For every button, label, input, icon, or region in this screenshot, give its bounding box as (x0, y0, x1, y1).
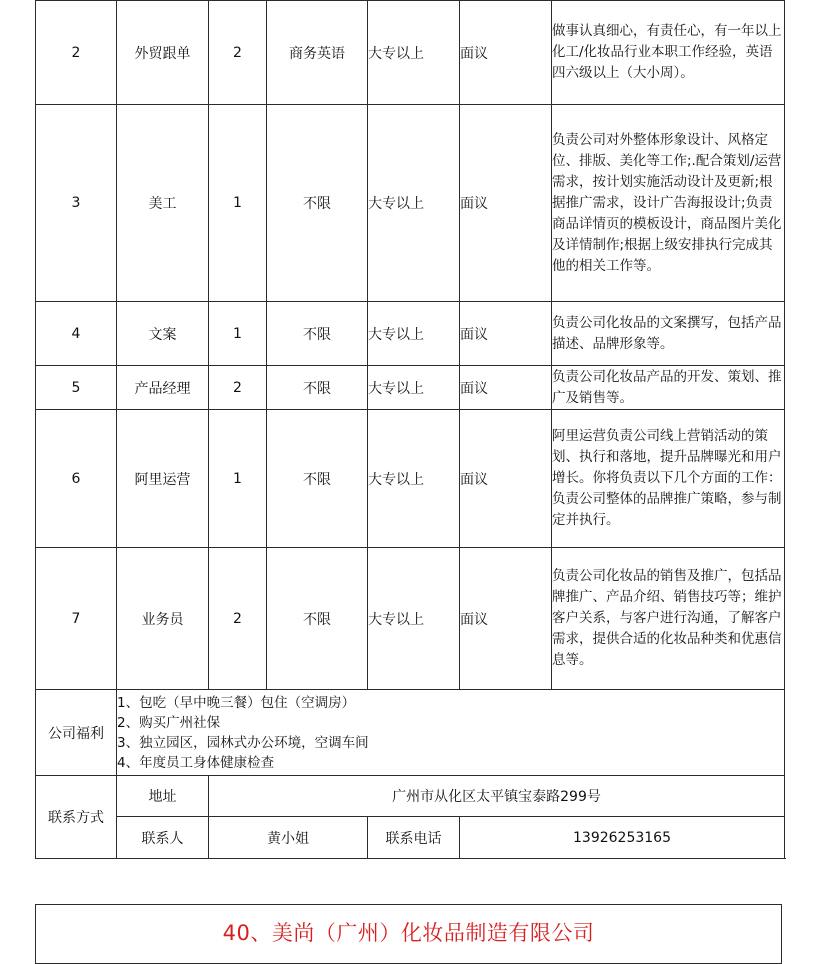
person-value: 黄小姐 (209, 817, 368, 859)
benefit-item: 2、购买广州社保 (117, 714, 221, 731)
job-number: 3 (36, 105, 117, 302)
contact-label: 联系方式 (36, 776, 117, 859)
job-requirements: 负责公司化妆品产品的开发、策划、推广及销售等。 (552, 366, 785, 410)
job-requirements: 负责公司化妆品的销售及推广，包括品牌推广、产品介绍、销售技巧等；维护客户关系，与客户进行沟通，了解客户需求，提供合适的化妆品种类和优惠信息等。 (552, 548, 785, 690)
company-title: 40、美尚（广州）化妆品制造有限公司 (222, 921, 595, 945)
address-value: 广州市从化区太平镇宝泰路299号 (209, 776, 785, 817)
job-count: 2 (209, 548, 267, 690)
job-education: 大专以上 (368, 302, 460, 366)
job-education: 大专以上 (368, 105, 460, 302)
job-count: 1 (209, 105, 267, 302)
phone-value: 13926253165 (460, 817, 785, 859)
benefits-label: 公司福利 (36, 690, 117, 776)
benefits-list (117, 690, 785, 776)
job-education: 大专以上 (368, 1, 460, 105)
job-major: 不限 (267, 105, 368, 302)
job-position: 外贸跟单 (117, 1, 209, 105)
phone-label: 联系电话 (368, 817, 460, 859)
job-salary: 面议 (460, 1, 552, 105)
job-number: 2 (36, 1, 117, 105)
address-label: 地址 (117, 776, 209, 817)
job-requirements: 阿里运营负责公司线上营销活动的策划、执行和落地，提升品牌曝光和用户增长。你将负责以下几个方面的工作：负责公司整体的品牌推广策略，参与制定并执行。 (552, 410, 785, 548)
job-position: 产品经理 (117, 366, 209, 410)
job-salary: 面议 (460, 548, 552, 690)
table-row (36, 1, 785, 105)
job-position: 业务员 (117, 548, 209, 690)
job-major: 不限 (267, 548, 368, 690)
job-major: 不限 (267, 302, 368, 366)
job-requirements: 负责公司化妆品的文案撰写，包括产品描述、品牌形象等。 (552, 302, 785, 366)
job-number: 5 (36, 366, 117, 410)
contact-person-row (36, 817, 785, 859)
benefit-item: 3、独立园区，园林式办公环境，空调车间 (117, 734, 369, 751)
job-position: 美工 (117, 105, 209, 302)
benefits-row (36, 690, 785, 776)
job-number: 4 (36, 302, 117, 366)
job-count: 2 (209, 366, 267, 410)
job-salary: 面议 (460, 410, 552, 548)
table-row (36, 548, 785, 690)
job-education: 大专以上 (368, 366, 460, 410)
job-position: 文案 (117, 302, 209, 366)
job-salary: 面议 (460, 302, 552, 366)
job-position: 阿里运营 (117, 410, 209, 548)
job-salary: 面议 (460, 105, 552, 302)
job-education: 大专以上 (368, 410, 460, 548)
job-number: 7 (36, 548, 117, 690)
job-count: 2 (209, 1, 267, 105)
table-row (36, 410, 785, 548)
job-count: 1 (209, 302, 267, 366)
benefit-item: 1、包吃（早中晚三餐）包住（空调房） (117, 694, 356, 711)
contact-address-row (36, 776, 785, 817)
next-company-header (35, 904, 782, 964)
benefit-item: 4、年度员工身体健康检查 (117, 754, 275, 771)
job-count: 1 (209, 410, 267, 548)
job-major: 商务英语 (267, 1, 368, 105)
job-major: 不限 (267, 410, 368, 548)
job-requirements: 做事认真细心，有责任心，有一年以上化工/化妆品行业本职工作经验，英语四六级以上（大小周）。 (552, 1, 785, 105)
job-education: 大专以上 (368, 548, 460, 690)
job-table (35, 0, 785, 859)
job-salary: 面议 (460, 366, 552, 410)
job-number: 6 (36, 410, 117, 548)
table-row (36, 105, 785, 302)
person-label: 联系人 (117, 817, 209, 859)
job-requirements: 负责公司对外整体形象设计、风格定位、排版、美化等工作;.配合策划/运营需求，按计划实施活动设计及更新;根据推广需求，设计广告海报设计;负责商品详情页的模板设计，商品图片美化及详情制作;根据上级安排执行完成其他的相关工作等。 (552, 105, 785, 302)
table-row (36, 366, 785, 410)
job-major: 不限 (267, 366, 368, 410)
table-row (36, 302, 785, 366)
